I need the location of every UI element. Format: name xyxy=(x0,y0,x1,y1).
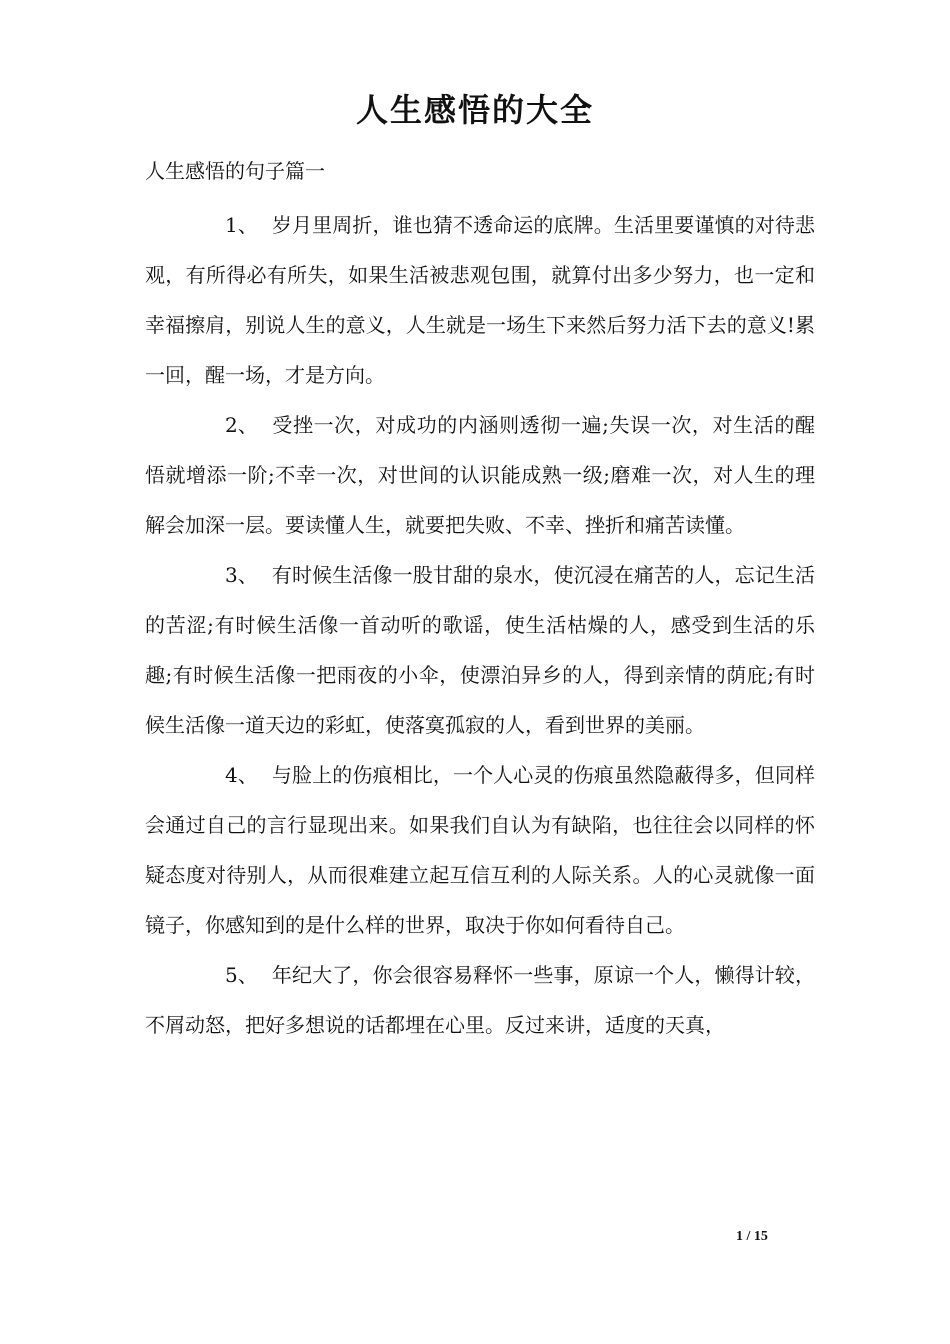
paragraph-text: 年纪大了，你会很容易释怀一些事，原谅一个人，懒得计较，不屑动怒，把好多想说的话都埋在心里。反过来讲，适度的天真， xyxy=(145,963,815,1037)
document-title: 人生感悟的大全 xyxy=(355,91,594,129)
paragraph-text: 受挫一次，对成功的内涵则透彻一遍;失误一次，对生活的醒悟就增添一阶;不幸一次，对世间的认识能成熟一级;磨难一次，对人生的理解会加深一层。要读懂人生，就要把失败、不幸、挫折和痛苦读懂。 xyxy=(145,413,815,537)
paragraph-number: 3、 xyxy=(225,563,258,587)
paragraph-4 xyxy=(145,750,815,950)
paragraph-text: 与脸上的伤痕相比，一个人心灵的伤痕虽然隐蔽得多，但同样会通过自己的言行显现出来。如果我们自认为有缺陷，也往往会以同样的怀疑态度对待别人，从而很难建立起互信互利的人际关系。人的心灵就像一面镜子，你感知到的是什么样的世界，取决于你如何看待自己。 xyxy=(145,763,815,937)
page-number: 1 / 15 xyxy=(736,1229,768,1244)
paragraph-number: 1、 xyxy=(225,213,258,237)
paragraph-number: 4、 xyxy=(225,763,258,787)
document-body xyxy=(145,200,815,1050)
paragraph-2 xyxy=(145,400,815,550)
paragraph-number: 5、 xyxy=(225,963,258,987)
section-heading: 人生感悟的句子篇一 xyxy=(145,159,325,183)
paragraph-number: 2、 xyxy=(225,413,258,437)
paragraph-5 xyxy=(145,950,815,1050)
paragraph-text: 岁月里周折，谁也猜不透命运的底牌。生活里要谨慎的对待悲观，有所得必有所失，如果生活被悲观包围，就算付出多少努力，也一定和幸福擦肩，别说人生的意义，人生就是一场生下来然后努力活下去的意义!累一回，醒一场，才是方向。 xyxy=(145,213,815,387)
paragraph-3 xyxy=(145,550,815,750)
paragraph-1 xyxy=(145,200,815,400)
paragraph-text: 有时候生活像一股甘甜的泉水，使沉浸在痛苦的人，忘记生活的苦涩;有时候生活像一首动听的歌谣，使生活枯燥的人，感受到生活的乐趣;有时候生活像一把雨夜的小伞，使漂泊异乡的人，得到亲情的荫庇;有时候生活像一道天边的彩虹，使落寞孤寂的人，看到世界的美丽。 xyxy=(145,563,815,737)
